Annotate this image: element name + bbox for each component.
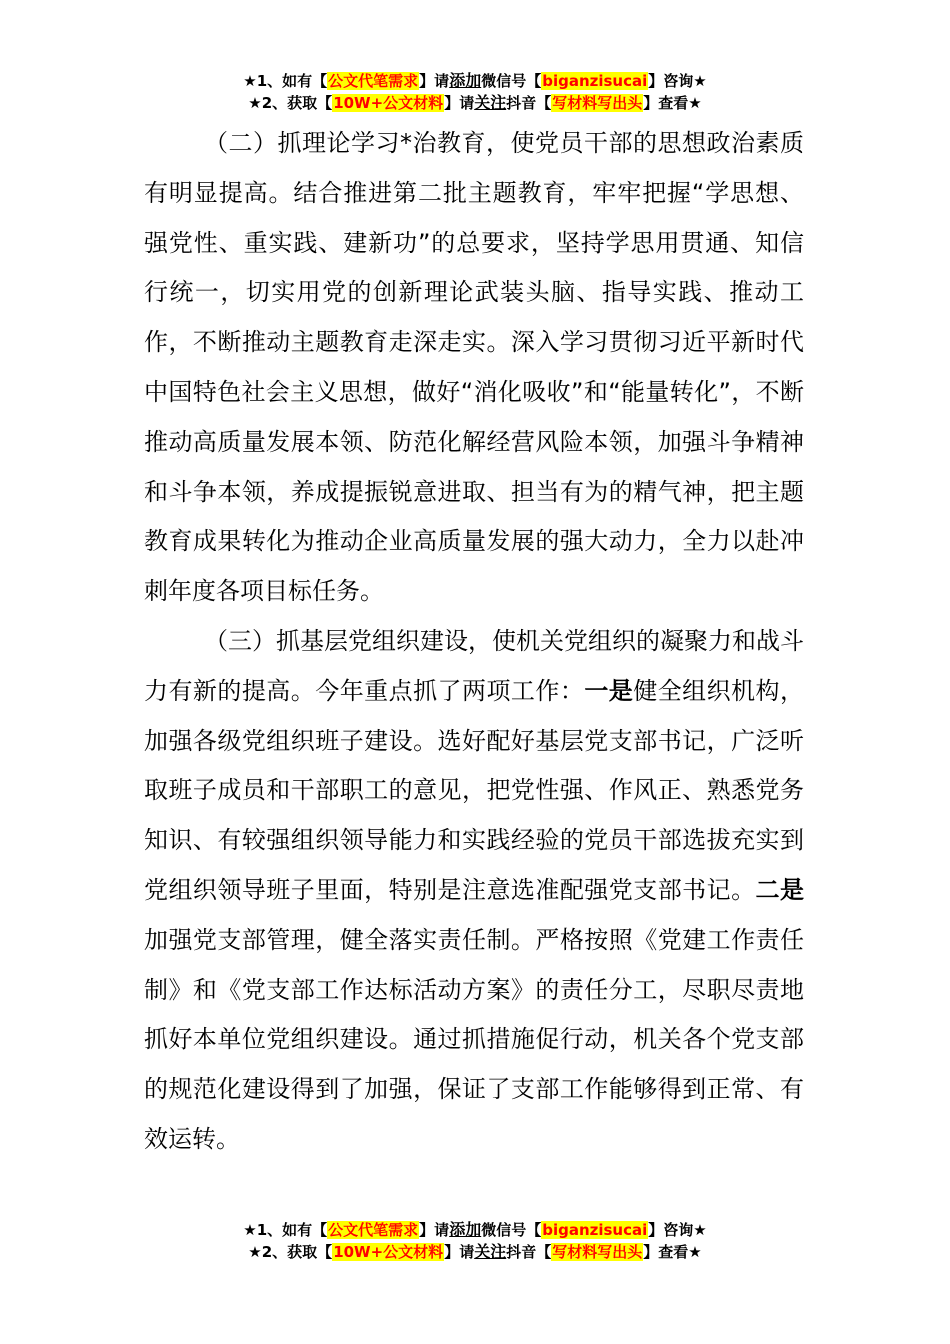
highlight-douyin-account: 写材料写出头 [552, 1243, 643, 1261]
banner-text: ★1、如有【 [243, 72, 328, 90]
banner-text: 抖音【 [506, 94, 552, 112]
banner-emphasis: 关注 [474, 1242, 507, 1261]
highlight-service: 公文代笔需求 [328, 1221, 419, 1239]
banner-text: 】请 [444, 94, 475, 112]
point-one-label: 一是 [584, 676, 634, 705]
paragraph-text: 加强党支部管理，健全落实责任制。严格按照《党建工作责任制》和《党支部工作达标活动方案》的责任分工，尽职尽责地抓好本单位党组织建设。通过抓措施促行动，机关各个党支部的规范化建设得到了加强，保证了支部工作能够得到正常、有效运转。 [144, 925, 804, 1153]
banner-text: ★2、获取【 [248, 1243, 333, 1261]
banner-text: 】查看★ [643, 1243, 702, 1261]
highlight-materials: 10W+公文材料 [333, 94, 444, 112]
banner-text: 微信号【 [481, 1221, 542, 1239]
banner-line-1 [0, 1219, 950, 1241]
banner-text: ★2、获取【 [248, 94, 333, 112]
banner-text: ★1、如有【 [243, 1221, 328, 1239]
paragraph-theory-study: （二）抓理论学习*治教育，使党员干部的思想政治素质有明显提高。结合推进第二批主题教育，牢牢把握“学思想、强党性、重实践、建新功”的总要求，坚持学思用贯通、知信行统一，切实用党的创新理论武装头脑、指导实践、推动工作，不断推动主题教育走深走实。深入学习贯彻习近平新时代中国特色社会主义思想，做好“消化吸收”和“能量转化”，不断推动高质量发展本领、防范化解经营风险本领，加强斗争精神和斗争本领，养成提振锐意进取、担当有为的精气神，把主题教育成果转化为推动企业高质量发展的强大动力，全力以赴冲刺年度各项目标任务。 [144, 129, 804, 606]
banner-emphasis: 关注 [474, 93, 507, 112]
banner-emphasis: 添加 [449, 1220, 482, 1239]
highlight-douyin-account: 写材料写出头 [552, 94, 643, 112]
point-two-label: 二是 [755, 875, 805, 904]
banner-text: 微信号【 [481, 72, 542, 90]
paragraph-party-building [144, 617, 804, 1165]
highlight-materials: 10W+公文材料 [333, 1243, 444, 1261]
highlight-wechat-id: biganzisucai [542, 72, 648, 90]
banner-line-2 [0, 1241, 950, 1263]
top-banner [0, 70, 950, 114]
bottom-banner [0, 1219, 950, 1263]
highlight-wechat-id: biganzisucai [542, 1221, 648, 1239]
document-body [144, 119, 804, 1165]
banner-text: 】请 [419, 72, 450, 90]
paragraph-text: （三）抓基层党组织建设，使机关党组织的凝聚力和战斗力有新的提高。今年重点抓了两项工作： [144, 626, 804, 705]
banner-text: 】查看★ [643, 94, 702, 112]
banner-text: 】请 [419, 1221, 450, 1239]
highlight-service: 公文代笔需求 [328, 72, 419, 90]
banner-emphasis: 添加 [449, 71, 482, 90]
banner-text: 】咨询★ [648, 72, 707, 90]
banner-text: 抖音【 [506, 1243, 552, 1261]
banner-text: 】咨询★ [648, 1221, 707, 1239]
banner-line-1 [0, 70, 950, 92]
banner-line-2 [0, 92, 950, 114]
paragraph-text: 健全组织机构，加强各级党组织班子建设。选好配好基层党支部书记，广泛听取班子成员和干部职工的意见，把党性强、作风正、熟悉党务知识、有较强组织领导能力和实践经验的党员干部选拔充实到党组织领导班子里面，特别是注意选准配强党支部书记。 [144, 676, 805, 904]
banner-text: 】请 [444, 1243, 475, 1261]
